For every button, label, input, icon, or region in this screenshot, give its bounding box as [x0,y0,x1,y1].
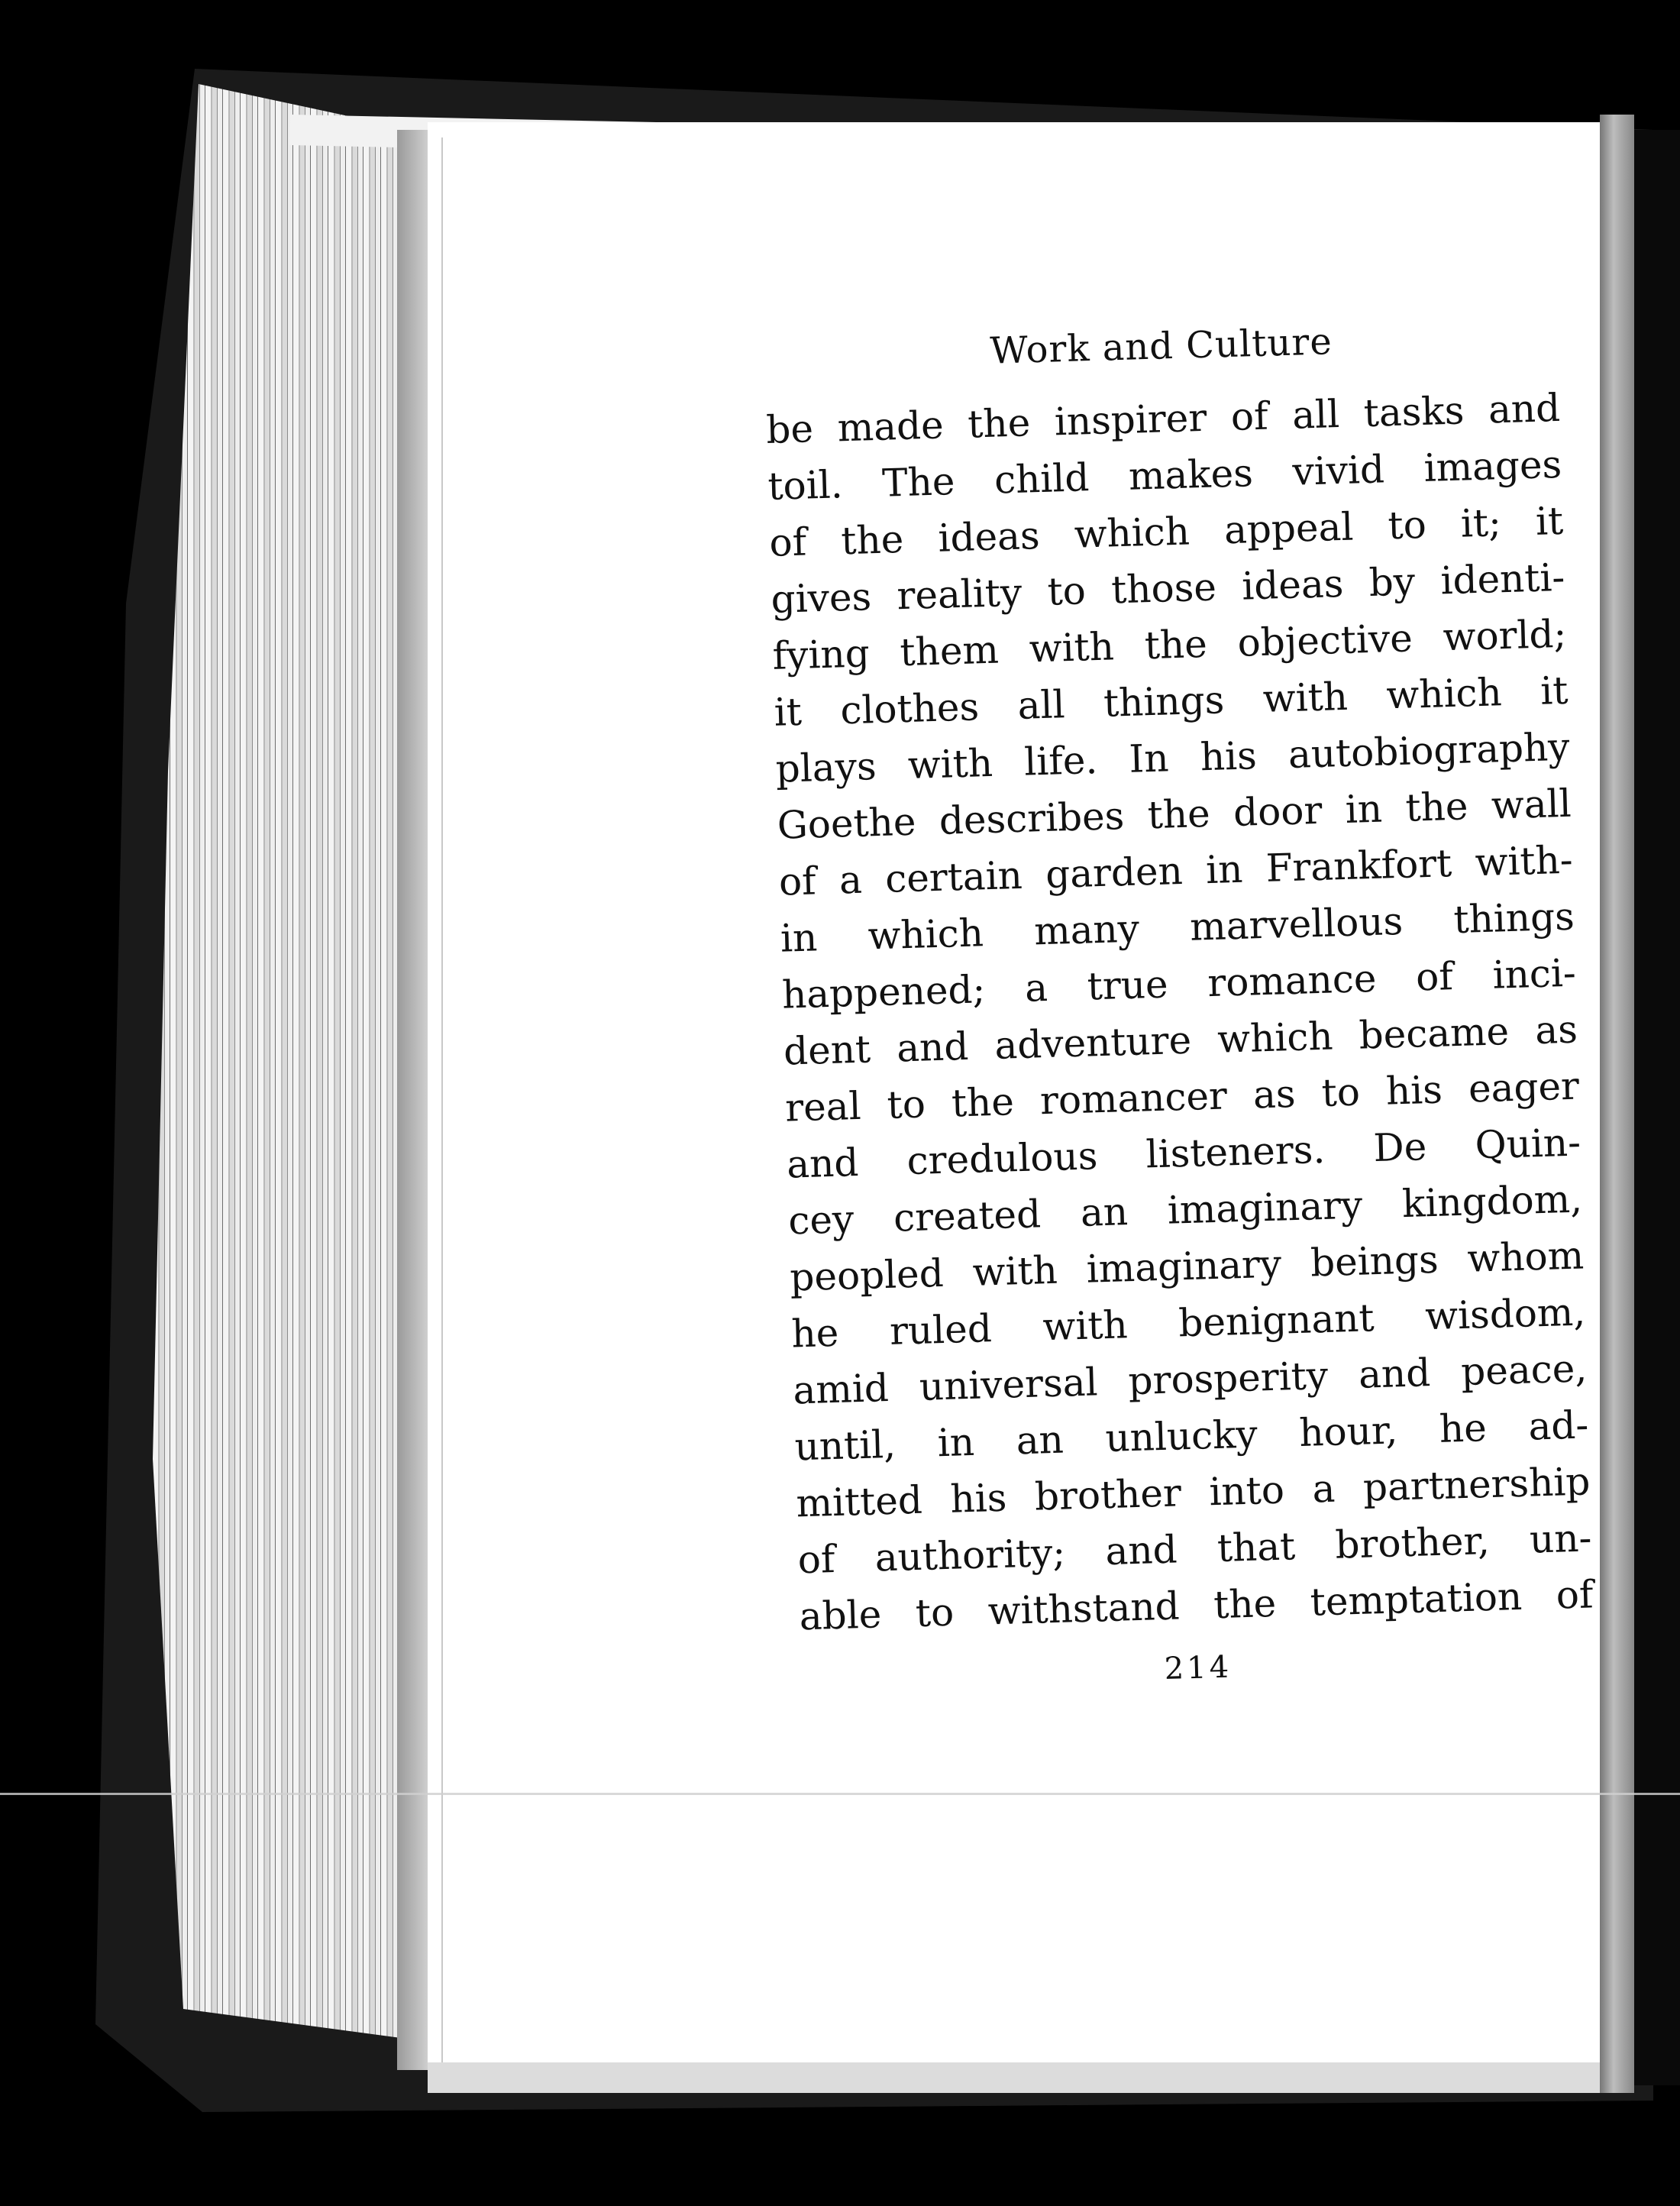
text-line: of a certain garden in Frankfort with- [778,837,1574,904]
text-line: Goethe describes the door in the wall [777,781,1572,848]
page-edges [153,84,412,2039]
text-line: happened; a true romance of inci- [781,950,1577,1017]
text-line: dent and adventure which became as [783,1007,1578,1074]
text-line: until, in an unlucky hour, he ad- [793,1402,1590,1470]
book-cover-edge [1600,115,1634,2093]
text-line: of the ideas which appeal to it; it [768,498,1564,565]
text-line: cey created an imaginary kingdom, [787,1176,1583,1244]
text-line: toil. The child makes vivid images [767,442,1562,509]
text-line: real to the romancer as to his eager [784,1063,1580,1130]
text-line: able to withstand the temptation of [799,1572,1594,1639]
text-line: peopled with imaginary beings whom [789,1233,1585,1300]
text-line: it clothes all things with which it [773,668,1569,735]
text-line: amid universal prosperity and peace, [792,1346,1588,1413]
text-line: mitted his brother into a partnership [795,1459,1591,1526]
text-line: and credulous listeners. De Quin- [786,1120,1581,1187]
text-line: be made the inspirer of all tasks and [765,385,1561,452]
text-line: in which many marvellous things [780,894,1575,961]
page-fold-line [441,137,443,2062]
page-bottom-edge [428,2062,1619,2093]
body-text [765,380,1594,1645]
running-header: Work and Culture [989,320,1333,373]
text-line: of authority; and that brother, un- [796,1515,1593,1583]
page-content [764,314,1595,1697]
text-line: fying them with the objective world; [771,611,1568,678]
text-line: plays with life. In his autobiography [775,724,1571,791]
text-line: he ruled with benignant wisdom, [790,1289,1586,1357]
text-line: gives reality to those ideas by identi- [770,555,1566,622]
page-number: 214 [1164,1649,1233,1687]
scan-artifact-line [0,1793,1680,1795]
background-right [1634,130,1680,2085]
